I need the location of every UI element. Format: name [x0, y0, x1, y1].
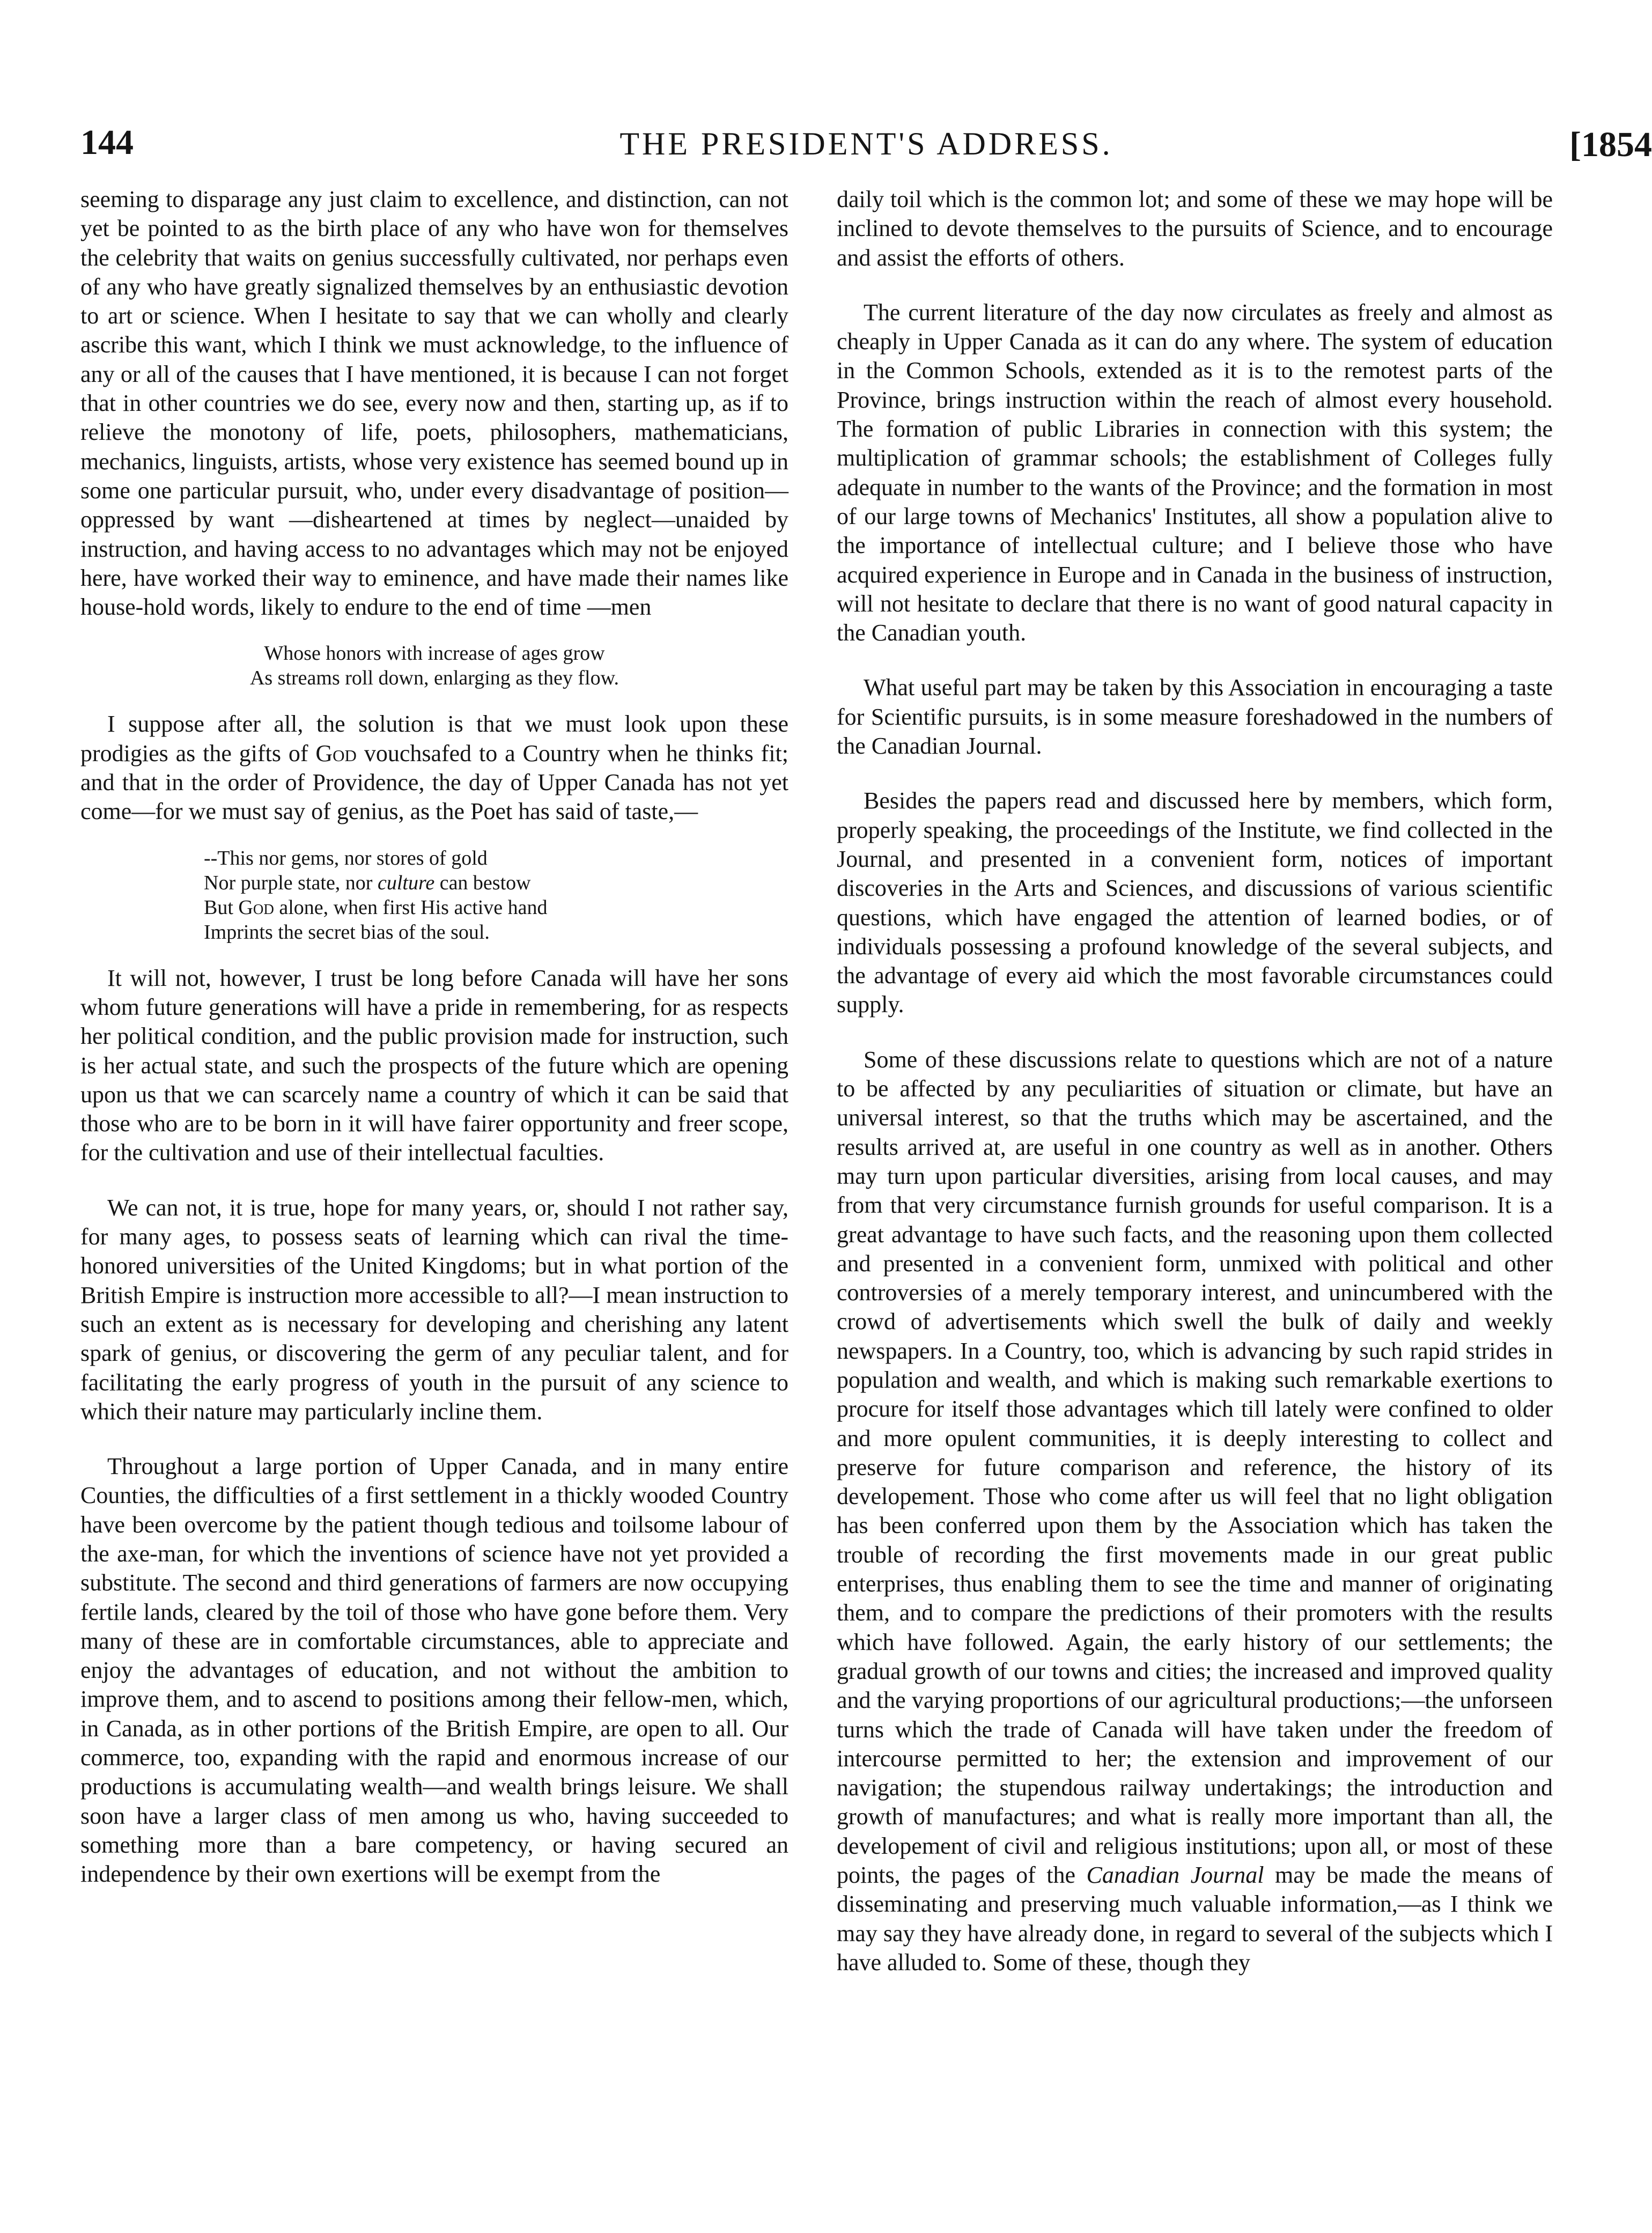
small-caps-word: God	[238, 896, 274, 919]
verse-line	[80, 871, 788, 895]
running-header	[80, 122, 1652, 176]
paragraph	[80, 710, 788, 826]
verse-quotation-1	[80, 641, 788, 690]
verse-quotation-2	[80, 846, 788, 945]
paragraph: The current literature of the day now circulates as freely and almost as cheaply in Upper Canada as it can do any where. The system of education in the Common Schools, extended as it is to the remotest parts of the Province, brings instruction within the reach of almost every household. The formation of public Libraries in connection with this system; the multiplication of grammar schools; the establishment of Colleges fully adequate in number to the wants of the Province; and the formation in most of our large towns of Mechanics' Institutes, all show a population alive to the importance of intellectual culture; and I believe those who have acquired experience in Europe and in Canada in the business of instruction, will not hesitate to declare that there is no want of good natural capacity in the Canadian youth.	[837, 299, 1553, 646]
running-title: THE PRESIDENT'S ADDRESS.	[620, 126, 1113, 161]
italic-title: Canadian Journal	[1086, 1862, 1264, 1889]
paragraph: We can not, it is true, hope for many years, or, should I not rather say, for many ages, to possess seats of learning which can rival the time-honored universities of the United Kingdoms; but in what portion of the British Empire is instruction more accessible to all?—I mean instruction to such an extent as is necessary for developing and cherishing any latent spark of genius, or discovering the germ of any peculiar talent, and for facilitating the early progress of youth in the pursuit of any science to which their nature may particularly incline them.	[80, 1194, 788, 1425]
paragraph	[837, 1045, 1553, 1978]
verse-line: Whose honors with increase of ages grow	[264, 642, 605, 665]
text-run: alone, when first His active hand	[274, 896, 548, 919]
verse-line: --This nor gems, nor stores of gold	[204, 846, 488, 869]
verse-line: As streams roll down, enlarging as they flow.	[249, 667, 620, 690]
italic-word: culture	[377, 871, 435, 894]
verse-line	[80, 895, 788, 920]
text-run: Nor purple state, nor	[204, 871, 378, 894]
small-caps-word: God	[315, 740, 357, 767]
text-run: But	[204, 896, 239, 919]
paragraph-continued: seeming to disparage any just claim to excellence, and distinction, can not yet be pointed to as the birth place of any who have won for themselves the celebrity that waits on genius successfully cultivated, nor perhaps even of any who have greatly signalized themselves by an enthusiastic devotion to art or science. When I hesitate to say that we can wholly and clearly ascribe this want, which I think we must acknowledge, to the influence of any or all of the causes that I have mentioned, it is because I can not forget that in other countries we do see, every now and then, starting up, as if to relieve the monotony of life, poets, philosophers, mathematicians, mechanics, linguists, artists, whose very existence has seemed bound up in some one particular pursuit, who, under every disadvantage of position—oppressed by want —disheartened at times by neglect—unaided by instruction, and having access to no advantages which may not be enjoyed here, have worked their way to eminence, and have made their names like house-hold words, likely to endure to the end of time —men	[80, 186, 788, 621]
paragraph: Throughout a large portion of Upper Canada, and in many entire Counties, the difficulties of a first settlement in a thickly wooded Country have been overcome by the patient though tedious and toilsome labour of the axe-man, for which the inventions of science have not yet provided a substitute. The second and third generations of farmers are now occupying fertile lands, cleared by the toil of those who have gone before them. Very many of these are in comfortable circumstances, able to appreciate and enjoy the advantages of education, and not without the ambition to improve them, and to ascend to positions among their fellow-men, which, in Canada, as in other portions of the British Empire, are open to all. Our commerce, too, expanding with the rapid and enormous increase of our productions is accumulating wealth—and wealth brings leisure. We shall soon have a larger class of men among us who, having succeeded to something more than a bare competency, or having secured an independence by their own exertions will be exempt from the	[80, 1453, 788, 1888]
paragraph-continued: daily toil which is the common lot; and some of these we may hope will be inclined to devote themselves to the pursuits of Science, and to encourage and assist the efforts of others.	[837, 186, 1553, 271]
text-run: may be made the means of disseminating and preserving much valuable information,—as I think we may say they have already done, in regard to several of the subjects which I have alluded to. Some of these, though they	[837, 1862, 1553, 1976]
paragraph: It will not, however, I trust be long before Canada will have her sons whom future generations will have a pride in remembering, for as respects her political condition, and the public provision made for instruction, such is her actual state, and such the prospects of the future which are opening upon us that we can scarcely name a country of which it can be said that those who are to be born in it will have fairer opportunity and freer scope, for the cultivation and use of their intellectual faculties.	[80, 964, 788, 1166]
right-column	[837, 185, 1553, 1977]
text-run: vouchsafed to a Country when he thinks fit; and that in the order of Providence, the day of Upper Canada has not yet come—for we must say of genius, as the Poet has said of taste,—	[80, 740, 788, 825]
page-number: 144	[80, 123, 134, 162]
paragraph: What useful part may be taken by this Association in encouraging a taste for Scientific pursuits, is in some measure foreshadowed in the numbers of the Canadian Journal.	[837, 674, 1553, 760]
text-run: Some of these discussions relate to questions which are not of a nature to be affected by any peculiarities of situation or climate, but have an universal interest, so that the truths which may be ascertained, and the results arrived at, are useful in one country as well as in another. Others may turn upon particular diversities, arising from local causes, and may from that very circumstance furnish grounds for useful comparison. It is a great advantage to have such facts, and the reasoning upon them collected and presented in a convenient form, unmixed with political and other controversies of a merely temporary interest, and unincumbered with the crowd of advertisements which swell the bulk of daily and weekly newspapers. In a Country, too, which is advancing by such rapid strides in population and wealth, and which is making such remarkable exertions to procure for itself those advantages which till lately were confined to older and more opulent communities, it is deeply interesting to collect and preserve for future comparison and reference, the history of its developement. Those who come after us will feel that no light obligation has been conferred upon them by the Association which has taken the trouble of recording the first movements made in our great public enterprises, thus enabling them to see the time and manner of originating them, and to compare the predictions of their promoters with the results which have followed. Again, the early history of our settlements; the gradual growth of our towns and cities; the increased and improved quality and the varying proportions of our agricultural productions;—the unforseen turns which the trade of Canada will have taken under the freedom of intercourse permitted to her; the extension and improvement of our navigation; the stupendous railway undertakings; the introduction and growth of manufactures; and what is really more important than all, the developement of civil and religious institutions; upon all, or most of these points, the pages of the	[837, 1046, 1553, 1889]
text-run: can bestow	[434, 871, 531, 894]
left-column	[80, 185, 788, 1889]
header-year: [1854	[1569, 125, 1652, 164]
paragraph: Besides the papers read and discussed here by members, which form, properly speaking, the proceedings of the Institute, we find collected in the Journal, and presented in a convenient form, notices of important discoveries in the Arts and Sciences, and discussions of various scientific questions, which have engaged the attention of learned bodies, or of individuals possessing a profound knowledge of the several subjects, and the advantage of every aid which the most favorable circumstances could supply.	[837, 787, 1553, 1018]
text-run: I suppose after all, the solution is that we must look upon these prodigies as the gifts of	[80, 711, 788, 767]
verse-line: Imprints the secret bias of the soul.	[204, 920, 490, 944]
